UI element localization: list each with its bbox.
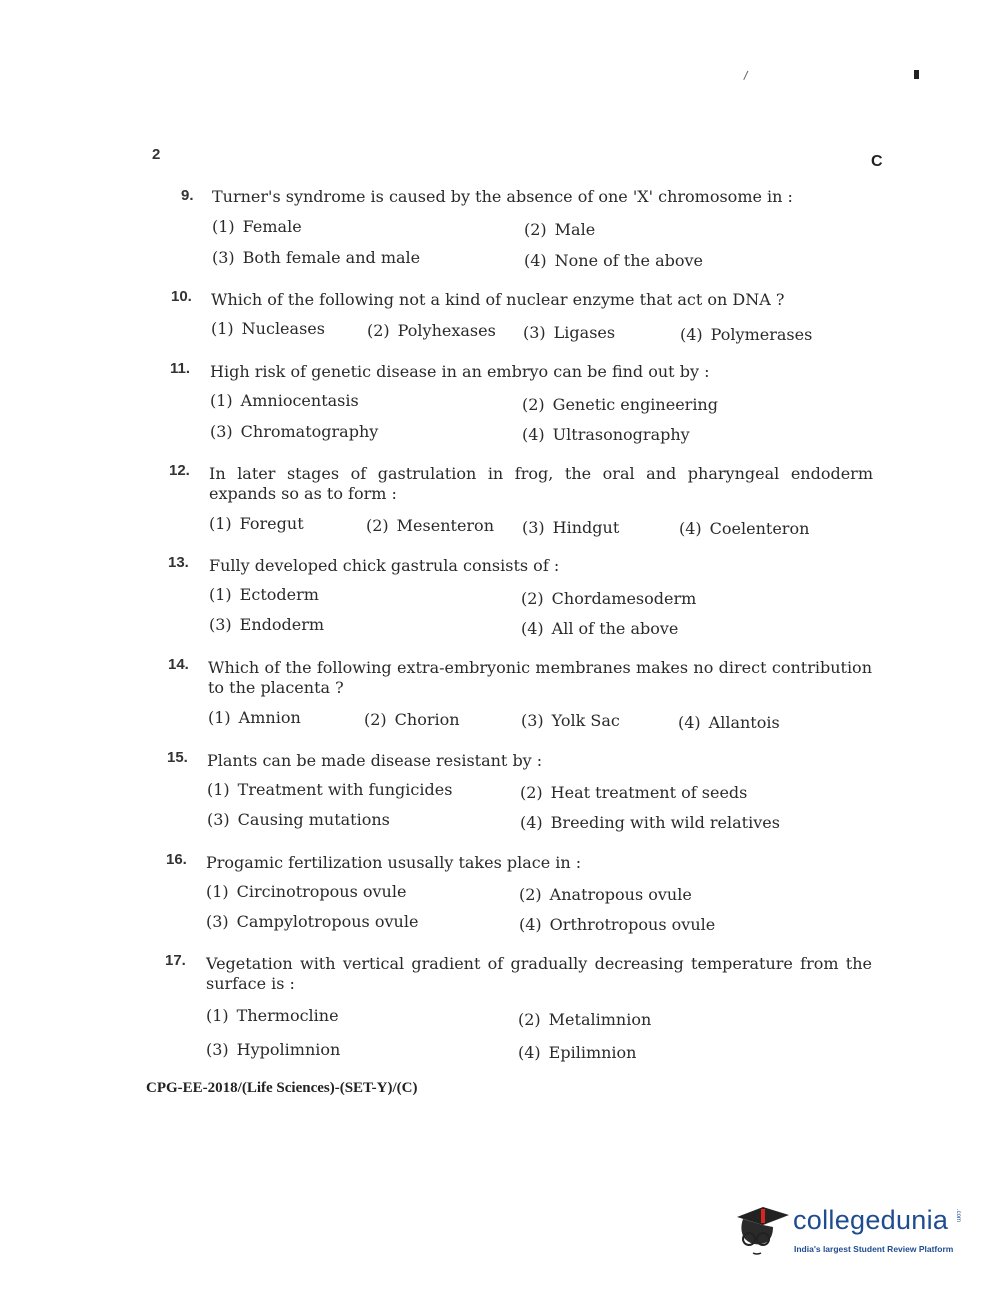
option-4: (4) Coelenteron (679, 519, 810, 538)
option-3: (3) Endoderm (209, 615, 325, 634)
collegedunia-logo-icon (733, 1197, 789, 1257)
collegedunia-watermark (733, 1197, 963, 1267)
paper-code-footer: CPG-EE-2018/(Life Sciences)-(SET-Y)/(C) (146, 1080, 418, 1096)
option-4: (4) All of the above (521, 619, 679, 638)
question-number: 9. (181, 187, 194, 204)
set-code: C (871, 153, 883, 170)
option-4: (4) Breeding with wild relatives (520, 813, 780, 832)
option-4: (4) Epilimnion (518, 1043, 637, 1062)
brand-suffix: .com (955, 1209, 961, 1223)
option-2: (2) Anatropous ovule (519, 885, 692, 904)
option-1: (1) Female (212, 217, 302, 236)
option-4: (4) None of the above (524, 251, 704, 270)
question-number: 12. (169, 462, 190, 479)
question-text: Progamic fertilization ususally takes place in : (206, 853, 582, 872)
option-2: (2) Metalimnion (518, 1010, 652, 1029)
option-1: (1) Foregut (209, 514, 304, 533)
option-2: (2) Heat treatment of seeds (520, 783, 748, 802)
option-1: (1) Thermocline (206, 1006, 339, 1025)
option-3: (3) Ligases (523, 323, 616, 342)
option-4: (4) Orthrotropous ovule (519, 915, 716, 934)
option-1: (1) Amniocentasis (210, 391, 359, 410)
option-2: (2) Chordamesoderm (521, 589, 697, 608)
question-text: Which of the following not a kind of nuclear enzyme that act on DNA ? (211, 290, 785, 309)
question-number: 17. (165, 952, 186, 969)
question-text: Fully developed chick gastrula consists of : (209, 556, 560, 575)
option-1: (1) Ectoderm (209, 585, 319, 604)
page-number: 2 (152, 146, 161, 163)
question-number: 10. (171, 288, 192, 305)
option-3: (3) Hypolimnion (206, 1040, 341, 1059)
option-2: (2) Chorion (364, 710, 460, 729)
option-1: (1) Treatment with fungicides (207, 780, 453, 799)
question-number: 16. (166, 851, 187, 868)
option-2: (2) Genetic engineering (522, 395, 718, 414)
question-number: 14. (168, 656, 189, 673)
corner-mark (914, 70, 919, 79)
option-3: (3) Causing mutations (207, 810, 390, 829)
option-1: (1) Amnion (208, 708, 301, 727)
question-text: Plants can be made disease resistant by : (207, 751, 543, 770)
question-number: 13. (168, 554, 189, 571)
question-text: High risk of genetic disease in an embryo can be find out by : (210, 362, 710, 381)
option-2: (2) Polyhexases (367, 321, 496, 340)
option-3: (3) Hindgut (522, 518, 620, 537)
pen-tick-mark: / (742, 67, 749, 84)
question-number: 11. (170, 360, 191, 377)
option-3: (3) Campylotropous ovule (206, 912, 419, 931)
option-4: (4) Allantois (678, 713, 780, 732)
brand-name: collegedunia (793, 1205, 949, 1235)
brand-tagline: India's largest Student Review Platform (794, 1244, 954, 1254)
question-text: Vegetation with vertical gradient of gradually decreasing temperature from the surface is : (206, 954, 872, 993)
option-4: (4) Polymerases (680, 325, 813, 344)
question-text: Which of the following extra-embryonic membranes makes no direct contribution to the placenta ? (208, 658, 872, 697)
option-3: (3) Both female and male (212, 248, 421, 267)
question-text: In later stages of gastrulation in frog, the oral and pharyngeal endoderm expands so as to form : (209, 464, 873, 503)
option-2: (2) Male (524, 220, 596, 239)
option-3: (3) Chromatography (210, 422, 379, 441)
option-3: (3) Yolk Sac (521, 711, 620, 730)
option-1: (1) Nucleases (211, 319, 325, 338)
option-1: (1) Circinotropous ovule (206, 882, 407, 901)
question-text: Turner's syndrome is caused by the absence of one 'X' chromosome in : (212, 187, 793, 206)
option-2: (2) Mesenteron (366, 516, 494, 535)
option-4: (4) Ultrasonography (522, 425, 690, 444)
question-number: 15. (167, 749, 188, 766)
